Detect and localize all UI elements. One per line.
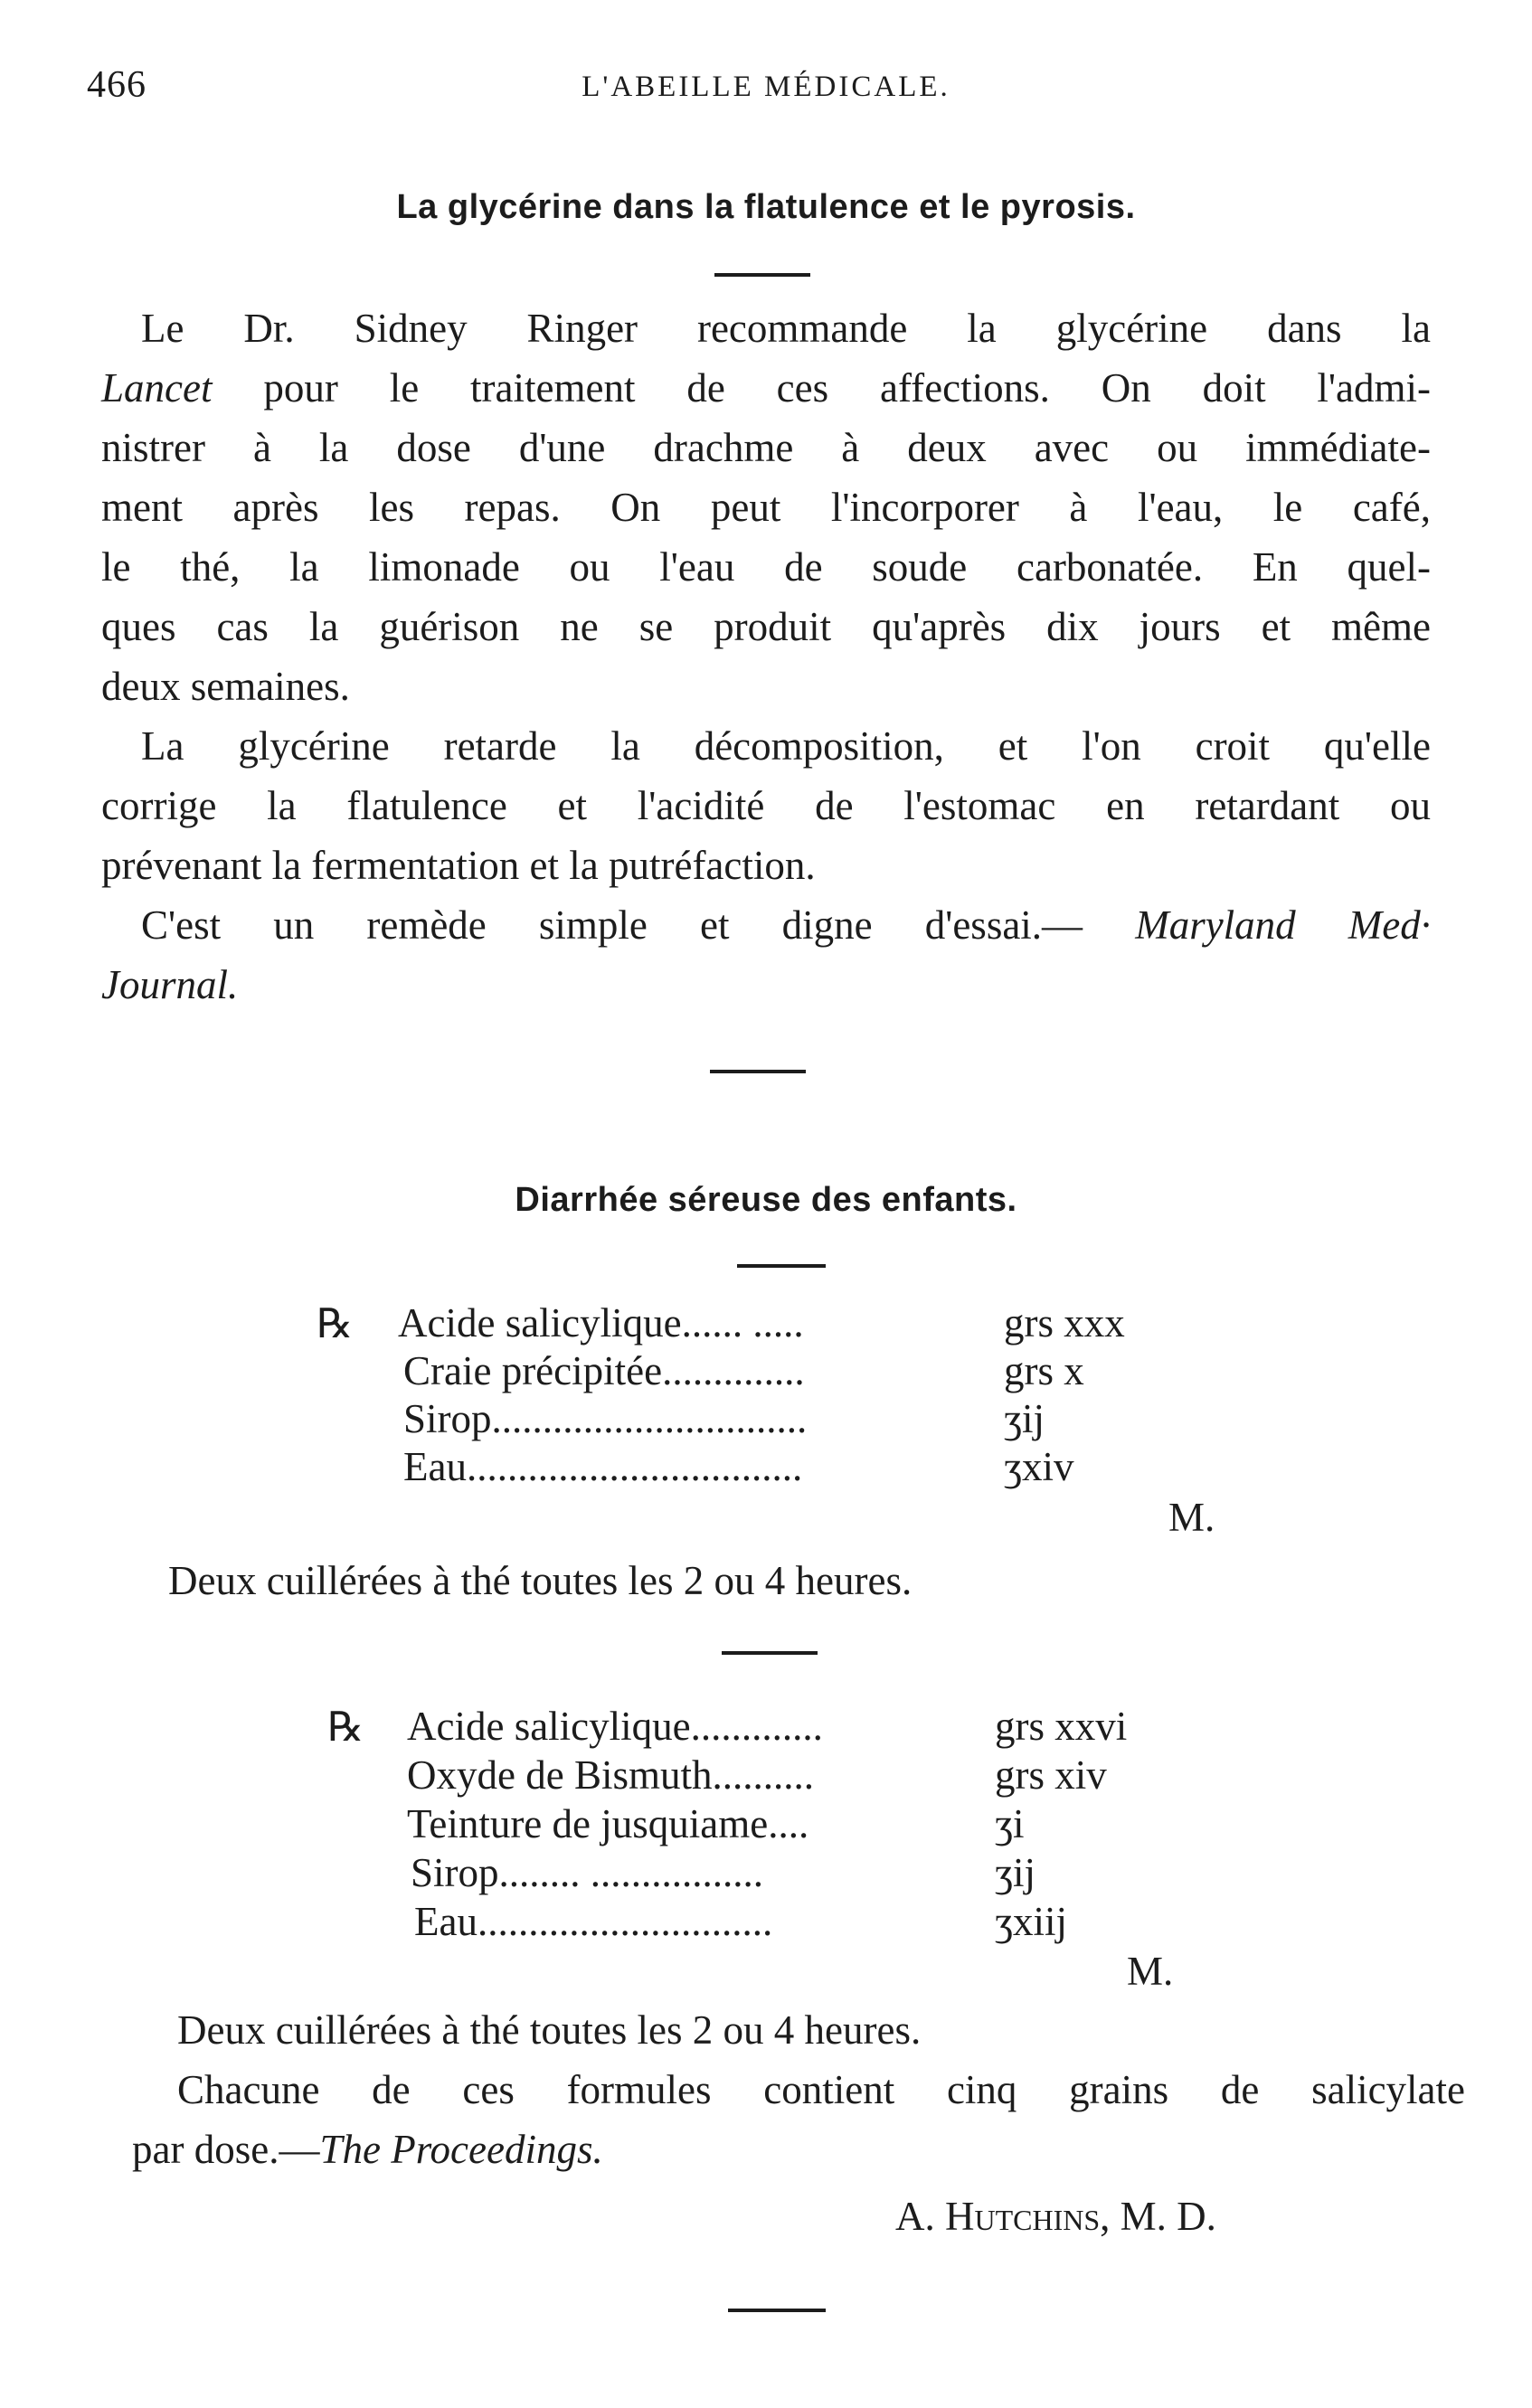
formula-ingredient: Sirop........ ................. (411, 1850, 764, 1895)
misce-mark: M. (1168, 1495, 1215, 1540)
paragraph-line-text: pour le traitement de ces affections. On doit l'admi- (263, 365, 1432, 411)
section-divider (710, 1070, 806, 1073)
formula-dose: grs x (1004, 1348, 1084, 1393)
formula-dose: grs xxx (1004, 1300, 1125, 1346)
recipe-symbol: ℞ (317, 1301, 354, 1346)
misce-mark: M. (1127, 1949, 1174, 1994)
source-citation: Maryland Med· (1135, 902, 1432, 948)
recipe-symbol: ℞ (327, 1704, 364, 1750)
paragraph-line: deux semaines. (101, 664, 350, 709)
dosage-directions: Deux cuillérées à thé toutes les 2 ou 4 heures. (168, 1558, 913, 1603)
dosage-directions: Deux cuillérées à thé toutes les 2 ou 4 heures. (177, 2007, 922, 2053)
paragraph-line (101, 358, 1431, 418)
title-rule (714, 273, 810, 277)
paragraph-line-text: C'est un remède simple et digne d'essai.— (141, 902, 1083, 948)
formula-dose: ʒij (1004, 1396, 1045, 1441)
journal-name-lancet: Lancet (101, 365, 213, 411)
paragraph-line: Le Dr. Sidney Ringer recommande la glycérine dans la (141, 306, 1431, 351)
paragraph-line: corrige la flatulence et l'acidité de l'estomac en retardant ou (101, 783, 1431, 828)
page-number: 466 (87, 64, 147, 106)
formula-ingredient: Eau............................. (414, 1899, 773, 1944)
source-citation: The Proceedings. (319, 2127, 603, 2172)
formula-ingredient: Oxyde de Bismuth.......... (407, 1752, 814, 1798)
formula-divider (722, 1651, 818, 1655)
formula-dose: ʒij (995, 1850, 1036, 1895)
closing-paragraph-line: Chacune de ces formules contient cinq grains de salicylate (177, 2067, 1465, 2112)
closing-paragraph-text: par dose.— (132, 2127, 320, 2172)
paragraph-line: le thé, la limonade ou l'eau de soude carbonatée. En quel- (101, 544, 1431, 590)
formula-ingredient: Sirop............................... (403, 1396, 808, 1441)
formula-dose: ʒxiv (1004, 1444, 1074, 1489)
paragraph-line: La glycérine retarde la décomposition, et l'on croit qu'elle (141, 723, 1431, 769)
formula-ingredient: Craie précipitée.............. (403, 1348, 805, 1393)
formula-ingredient: Teinture de jusquiame.... (407, 1801, 809, 1846)
article-title-glycerine: La glycérine dans la flatulence et le pyrosis. (396, 188, 1136, 226)
paragraph-line: ment après les repas. On peut l'incorporer à l'eau, le café, (101, 485, 1431, 530)
formula-ingredient: Acide salicylique...... ..... (398, 1300, 804, 1346)
paragraph-line: prévenant la fermentation et la putréfaction. (101, 843, 816, 888)
author-signature: A. Hutchins, M. D. (895, 2194, 1216, 2239)
formula-dose: grs xxvi (995, 1704, 1128, 1749)
closing-paragraph-line (132, 2120, 1461, 2179)
formula-ingredient: Acide salicylique............. (407, 1704, 823, 1749)
source-citation-continued: Journal. (101, 962, 239, 1007)
paragraph-line: nistrer à la dose d'une drachme à deux avec ou immédiate- (101, 425, 1431, 470)
formula-dose: ʒxiij (995, 1899, 1067, 1944)
running-title: L'ABEILLE MÉDICALE. (582, 71, 950, 103)
paragraph-line: ques cas la guérison ne se produit qu'après dix jours et même (101, 604, 1431, 649)
article-title-diarrhee: Diarrhée séreuse des enfants. (515, 1181, 1017, 1219)
end-divider (728, 2309, 826, 2312)
formula-ingredient: Eau................................. (403, 1444, 803, 1489)
title-rule (737, 1264, 826, 1268)
formula-dose: grs xiv (995, 1752, 1107, 1798)
formula-dose: ʒi (995, 1801, 1025, 1846)
paragraph-line (141, 895, 1431, 955)
